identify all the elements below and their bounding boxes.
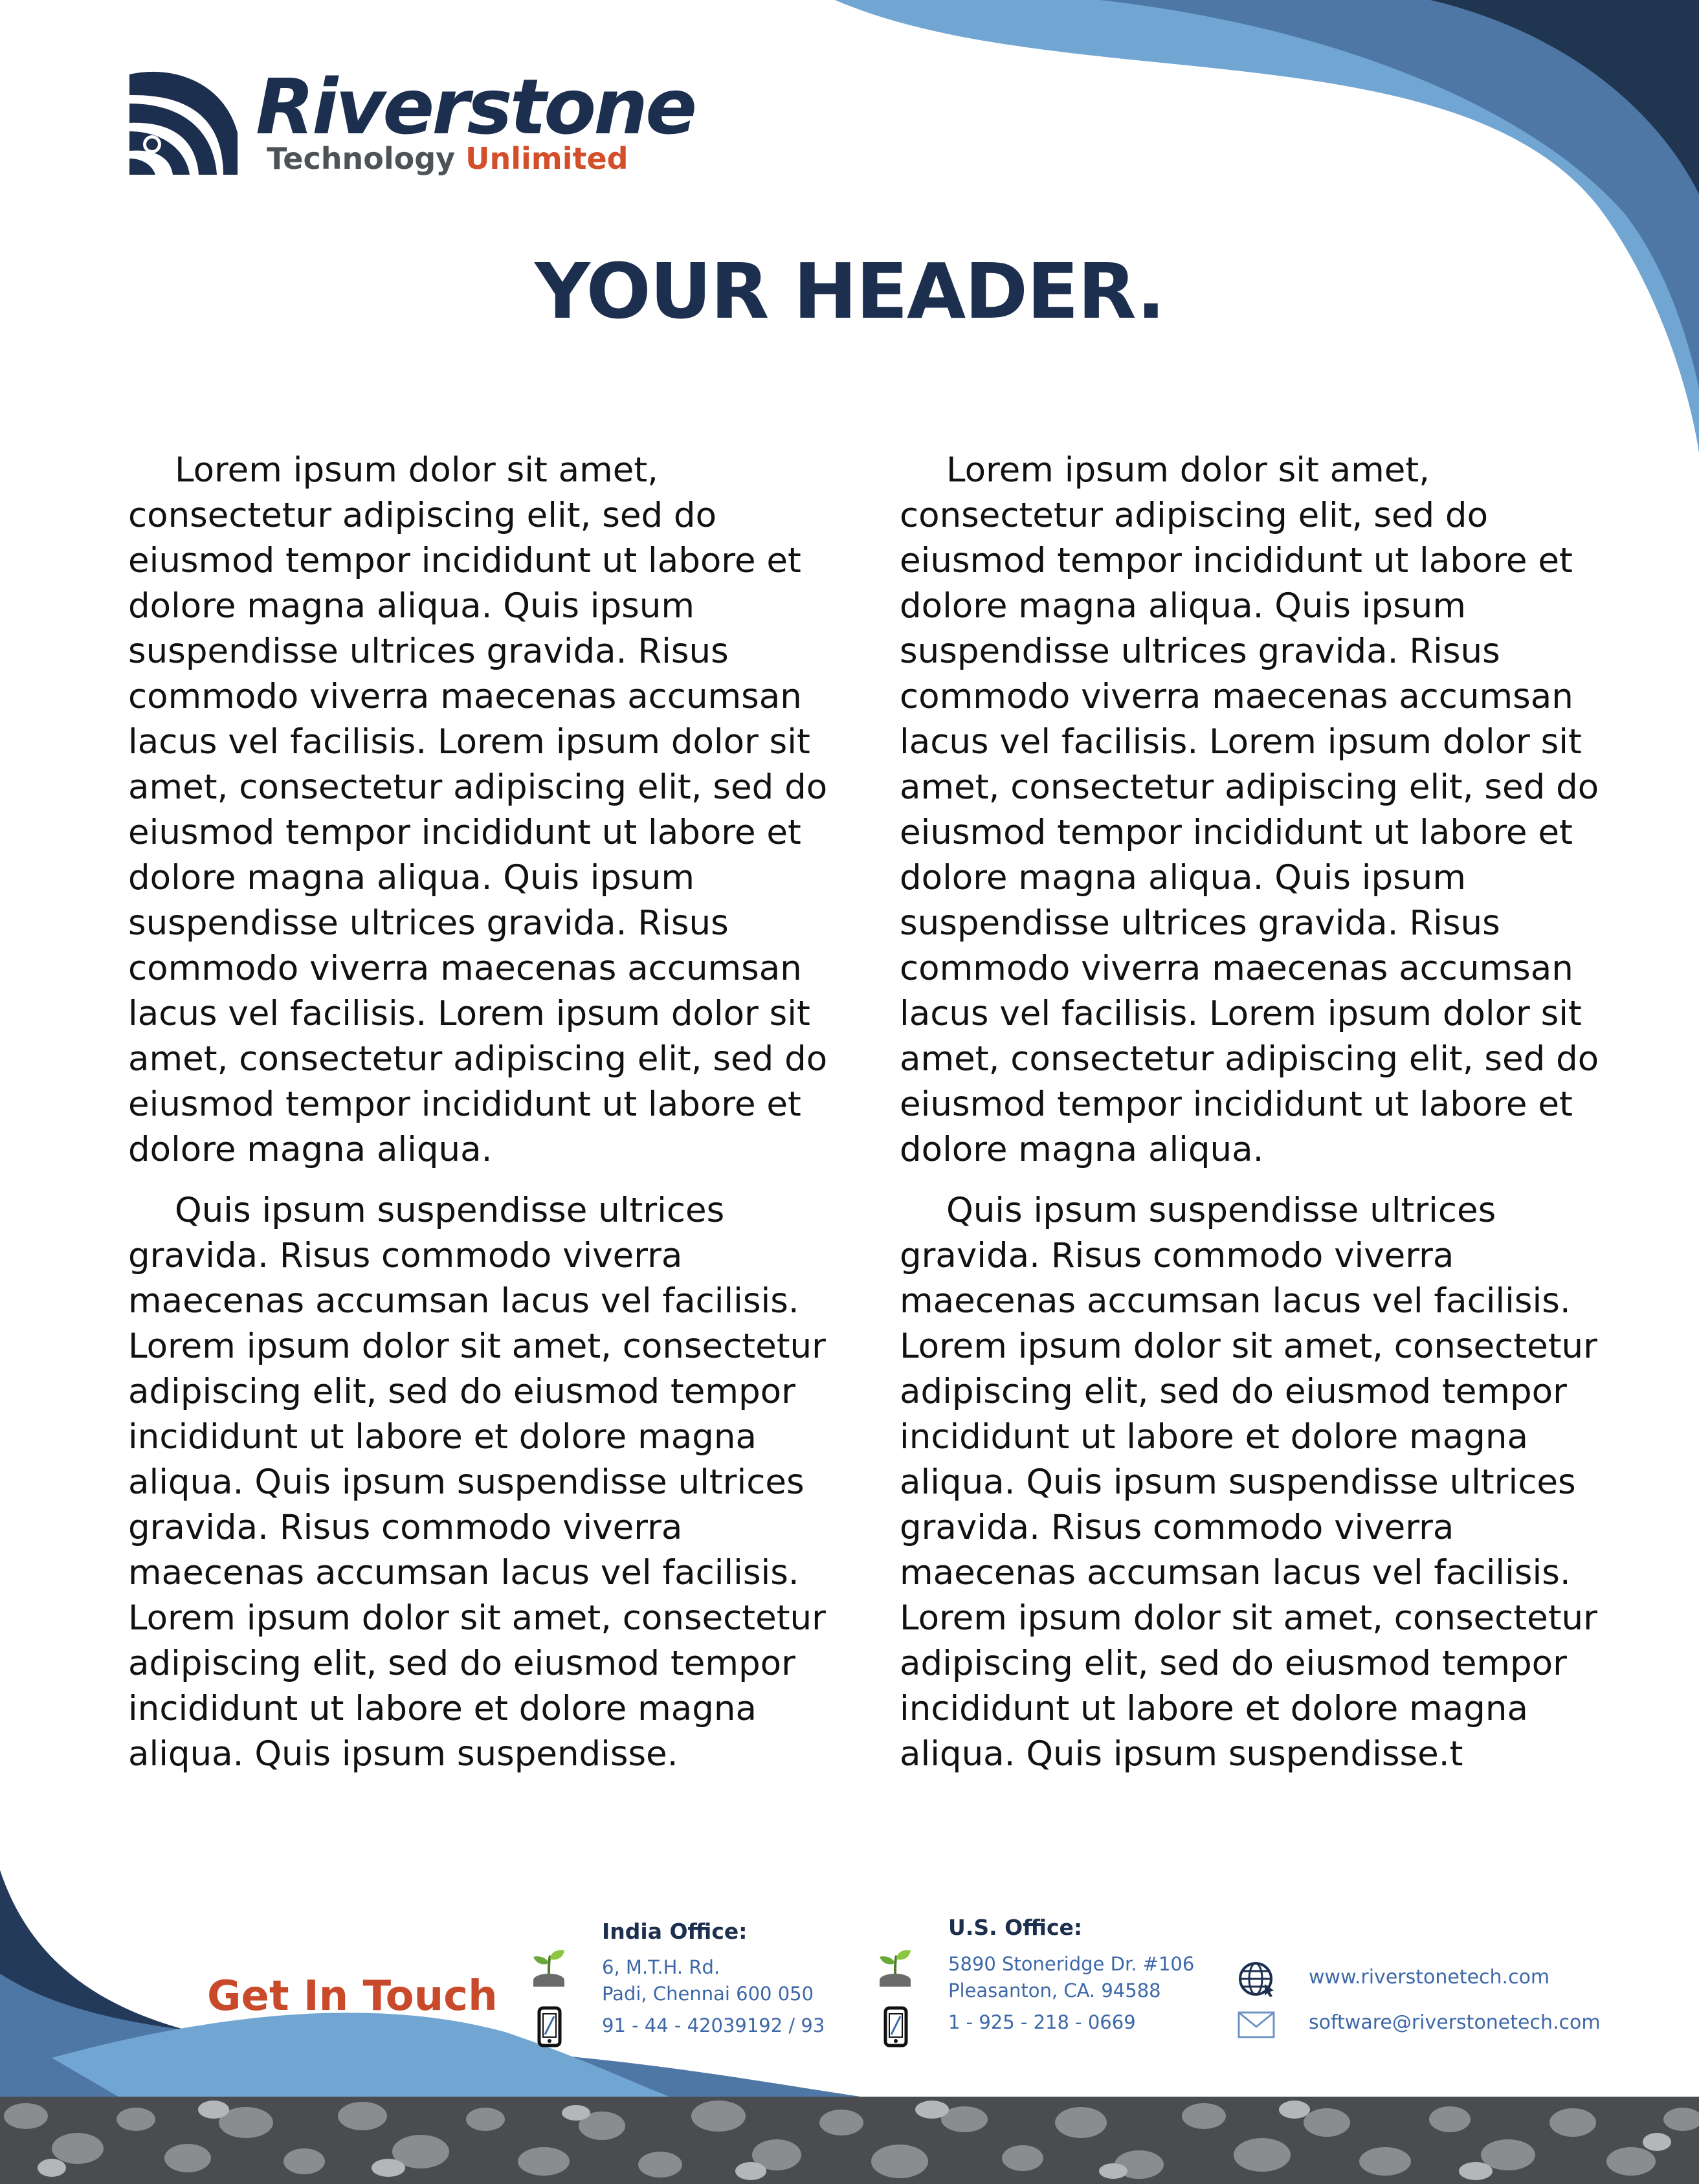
sprout-icon — [877, 1948, 913, 1991]
logo-tagline-technology: Technology — [267, 141, 456, 176]
phone-icon — [537, 2006, 562, 2047]
website-link[interactable]: www.riverstonetech.com — [1309, 1966, 1550, 1989]
us-office-title: U.S. Office: — [948, 1915, 1083, 1940]
body-column-left — [128, 448, 837, 1792]
body-column-right — [900, 448, 1608, 1792]
india-address-line2: Padi, Chennai 600 050 — [602, 1983, 814, 2005]
logo-tagline-unlimited: Unlimited — [465, 141, 628, 176]
logo-tagline — [267, 138, 628, 179]
globe-icon — [1236, 1961, 1278, 1997]
logo-wordmark: Riverstone — [256, 62, 695, 151]
india-office-address — [602, 1954, 814, 2007]
email-link[interactable]: software@riverstonetech.com — [1309, 2011, 1601, 2034]
us-office-address — [948, 1951, 1194, 2004]
india-office-title: India Office: — [602, 1919, 748, 1944]
us-address-line1: 5890 Stoneridge Dr. #106 — [948, 1953, 1195, 1975]
india-address-line1: 6, M.T.H. Rd. — [602, 1956, 720, 1978]
us-office-phone[interactable]: 1 - 925 - 218 - 0669 — [948, 2011, 1136, 2033]
logo-mark-icon — [126, 68, 239, 175]
email-row[interactable] — [1236, 2006, 1625, 2051]
online-contacts — [1236, 1961, 1625, 2051]
phone-icon — [883, 2006, 908, 2047]
paragraph-left-1: Lorem ipsum dolor sit amet, consectetur adipiscing elit, sed do eiusmod tempor incididunt ut labore et dolore magna aliqua. Quis ipsum suspendisse ultrices gravida. Risus commodo viverra maecenas accumsan lacus vel facilisis. Lorem ipsum dolor sit amet, consectetur adipiscing elit, sed do eiusmod tempor incididunt ut labore et dolore magna aliqua. Quis ipsum suspendisse ultrices gravida. Risus commodo viverra maecenas accumsan lacus vel facilisis. Lorem ipsum dolor sit amet, consectetur adipiscing elit, sed do eiusmod tempor incididunt ut labore et dolore magna aliqua. — [128, 450, 828, 1169]
pebble-strip — [0, 2097, 1699, 2184]
mail-icon — [1236, 2006, 1278, 2042]
sprout-icon — [531, 1948, 567, 1991]
paragraph-right-1: Lorem ipsum dolor sit amet, consectetur adipiscing elit, sed do eiusmod tempor incididunt ut labore et dolore magna aliqua. Quis ipsum suspendisse ultrices gravida. Risus commodo viverra maecenas accumsan lacus vel facilisis. Lorem ipsum dolor sit amet, consectetur adipiscing elit, sed do eiusmod tempor incididunt ut labore et dolore magna aliqua. Quis ipsum suspendisse ultrices gravida. Risus commodo viverra maecenas accumsan lacus vel facilisis. Lorem ipsum dolor sit amet, consectetur adipiscing elit, sed do eiusmod tempor incididunt ut labore et dolore magna aliqua. — [900, 450, 1599, 1169]
paragraph-right-2: Quis ipsum suspendisse ultrices gravida. Risus commodo viverra maecenas accumsan lacus vel facilisis. Lorem ipsum dolor sit amet, consectetur adipiscing elit, sed do eiusmod tempor incididunt ut labore et dolore magna aliqua. Quis ipsum suspendisse ultrices gravida. Risus commodo viverra maecenas accumsan lacus vel facilisis. Lorem ipsum dolor sit amet, consectetur adipiscing elit, sed do eiusmod tempor incididunt ut labore et dolore magna aliqua. Quis ipsum suspendisse.t — [900, 1191, 1597, 1774]
india-office-phone[interactable]: 91 - 44 - 42039192 / 93 — [602, 2014, 825, 2036]
website-row[interactable] — [1236, 1961, 1625, 2006]
paragraph-left-2: Quis ipsum suspendisse ultrices gravida. Risus commodo viverra maecenas accumsan lacus vel facilisis. Lorem ipsum dolor sit amet, consectetur adipiscing elit, sed do eiusmod tempor incididunt ut labore et dolore magna aliqua. Quis ipsum suspendisse ultrices gravida. Risus commodo viverra maecenas accumsan lacus vel facilisis. Lorem ipsum dolor sit amet, consectetur adipiscing elit, sed do eiusmod tempor incididunt ut labore et dolore magna aliqua. Quis ipsum suspendisse. — [128, 1191, 826, 1774]
us-address-line2: Pleasanton, CA. 94588 — [948, 1980, 1161, 2002]
page-title: YOUR HEADER. — [535, 247, 1164, 336]
get-in-touch-heading: Get In Touch — [207, 1972, 498, 2020]
company-logo[interactable] — [126, 61, 695, 184]
